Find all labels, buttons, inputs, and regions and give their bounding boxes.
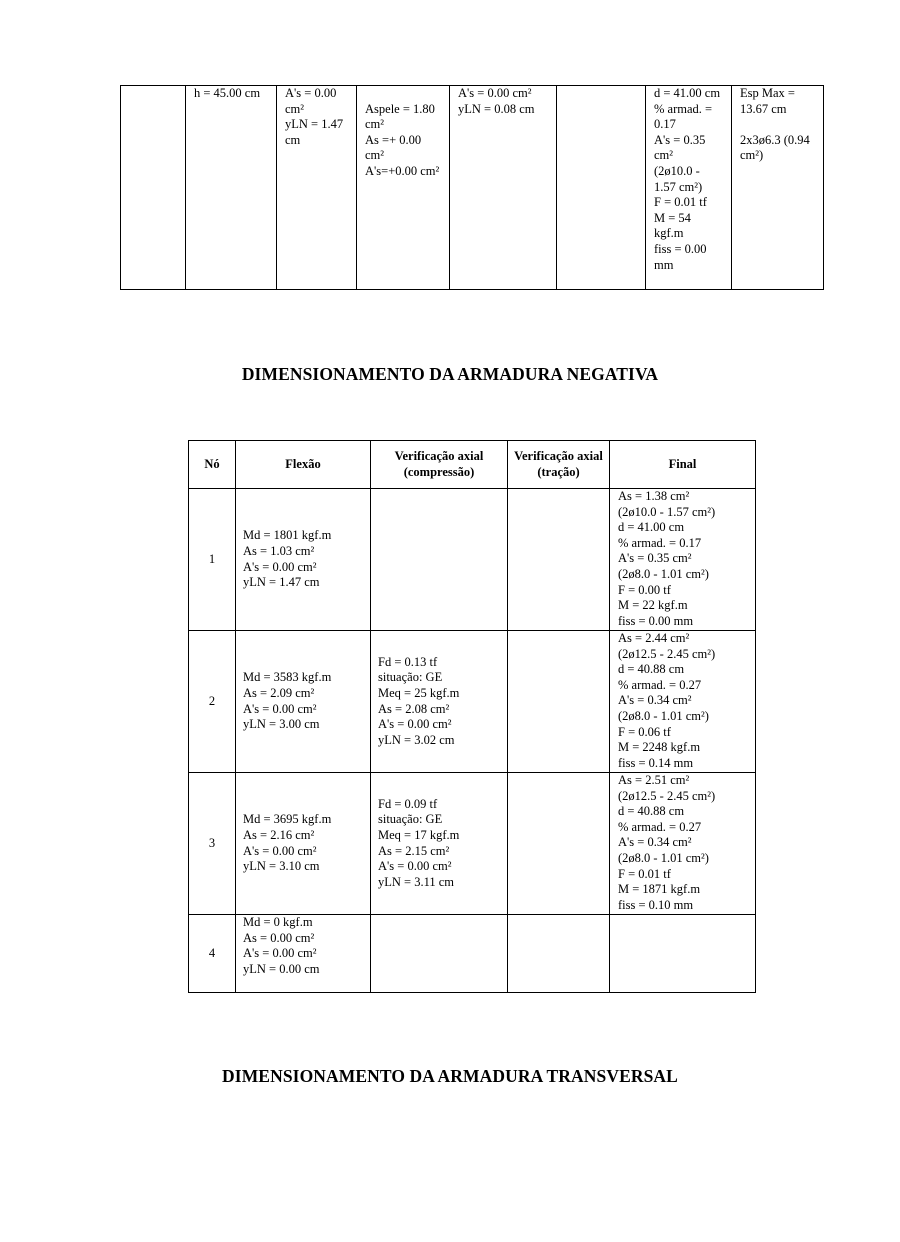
cell-line: Fd = 0.09 tf: [378, 796, 438, 811]
cell-line: A's = 0.00 cm²: [243, 559, 317, 574]
cell-line: fiss = 0.10 mm: [618, 897, 694, 912]
cell-line: F = 0.01 tf: [618, 866, 671, 881]
cell-line: As = 2.16 cm²: [243, 827, 315, 842]
cell-line: yLN = 3.00 cm: [243, 717, 320, 732]
cell-compressao: [371, 773, 508, 915]
cell-line: % armad. = 0.27: [618, 677, 702, 692]
cell-line: d = 41.00 cm: [618, 520, 685, 535]
cell-final: [610, 915, 756, 993]
cell-flexao: [236, 773, 371, 915]
cell-line: As = 2.15 cm²: [378, 843, 450, 858]
cell-line: Esp Max = 13.67 cm: [740, 86, 795, 116]
cell-line: As = 2.51 cm²: [618, 773, 690, 787]
cell-line: F = 0.00 tf: [618, 582, 671, 597]
cell-line: A's = 0.00 cm²: [378, 717, 452, 732]
cell-line: Fd = 0.13 tf: [378, 654, 438, 669]
cell-line: M = 22 kgf.m: [618, 598, 688, 613]
cell-line: A's = 0.00 cm²: [285, 86, 337, 116]
cell-line: 2x3ø6.3 (0.94 cm²): [740, 132, 810, 163]
section-heading-transversal: DIMENSIONAMENTO DA ARMADURA TRANSVERSAL: [222, 1066, 678, 1086]
cell-line: As = 0.00 cm²: [243, 930, 315, 945]
cell-tracao: [508, 489, 610, 631]
header-final: Final: [610, 441, 756, 489]
header-tracao: Verificação axial (tração): [508, 441, 610, 489]
cell-line: situação: GE: [378, 812, 443, 827]
cell-compressao: [371, 631, 508, 773]
cell-line: (2ø10.0 - 1.57 cm²): [654, 163, 703, 194]
cell-line: (2ø10.0 - 1.57 cm²): [618, 504, 716, 519]
cell-line: As =+ 0.00 cm²: [365, 132, 422, 163]
cell-line: As = 2.08 cm²: [378, 701, 450, 716]
negative-reinforcement-table: [188, 440, 756, 993]
cell-line: fiss = 0.14 mm: [618, 755, 694, 770]
cell-line: As = 2.09 cm²: [243, 685, 315, 700]
cell-line: A's = 0.00 cm²: [243, 946, 317, 961]
continuation-table: [120, 85, 824, 290]
cell-line: A's = 0.34 cm²: [618, 693, 692, 708]
cell-final: [610, 631, 756, 773]
table-row: [189, 489, 756, 631]
cell-line: Md = 3583 kgf.m: [243, 670, 332, 685]
cell-line: As = 1.38 cm²: [618, 489, 690, 503]
header-flexao: Flexão: [236, 441, 371, 489]
cell-line: fiss = 0.00 mm: [654, 241, 707, 272]
cell-tracao: [508, 631, 610, 773]
cell-line: A's = 0.34 cm²: [618, 835, 692, 850]
cell-pele: [357, 86, 450, 290]
cell-line: A's = 0.00 cm²: [243, 843, 317, 858]
cell-line: (2ø12.5 - 2.45 cm²): [618, 788, 716, 803]
cell-line: A's=+0.00 cm²: [365, 163, 440, 178]
cell-line: As = 1.03 cm²: [243, 543, 315, 558]
cell-flexao: [236, 489, 371, 631]
cell-flexao: [236, 631, 371, 773]
cell-line: A's = 0.35 cm²: [654, 132, 706, 163]
cell-compressao: [450, 86, 557, 290]
cell-line: yLN = 3.11 cm: [378, 874, 455, 889]
cell-line: yLN = 0.08 cm: [458, 101, 535, 116]
cell-line: Meq = 25 kgf.m: [378, 685, 460, 700]
cell-stirrups: [732, 86, 824, 290]
cell-tracao: [508, 773, 610, 915]
table-header-row: [189, 441, 756, 489]
cell-node: 3: [189, 773, 236, 915]
cell-line: yLN = 1.47 cm: [285, 117, 344, 147]
cell-line: situação: GE: [378, 670, 443, 685]
cell-line: d = 40.88 cm: [618, 662, 685, 677]
cell-line: A's = 0.00 cm²: [378, 859, 452, 874]
cell-node: 2: [189, 631, 236, 773]
cell-line: M = 2248 kgf.m: [618, 740, 701, 755]
cell-line: F = 0.01 tf: [654, 195, 707, 210]
cell-line: Md = 1801 kgf.m: [243, 528, 332, 543]
cell-line: yLN = 3.02 cm: [378, 732, 455, 747]
cell-node: 1: [189, 489, 236, 631]
cell-line: fiss = 0.00 mm: [618, 613, 694, 628]
section-heading-negative: DIMENSIONAMENTO DA ARMADURA NEGATIVA: [241, 364, 659, 384]
cell-node: 4: [189, 915, 236, 993]
cell-line: % armad. = 0.27: [618, 819, 702, 834]
cell-line: d = 41.00 cm: [654, 86, 721, 100]
cell-line: % armad. = 0.17: [618, 535, 702, 550]
cell-line: F = 0.06 tf: [618, 724, 671, 739]
cell-line: (2ø8.0 - 1.01 cm²): [618, 850, 709, 865]
cell-line: (2ø12.5 - 2.45 cm²): [618, 646, 716, 661]
cell-final: [610, 773, 756, 915]
cell-line: M = 54 kgf.m: [654, 210, 691, 241]
cell-line: Md = 0 kgf.m: [243, 915, 313, 929]
cell-line: As = 2.44 cm²: [618, 631, 690, 645]
cell-line: yLN = 0.00 cm: [243, 961, 320, 976]
header-compressao: Verificação axial (compressão): [371, 441, 508, 489]
cell-line: A's = 0.00 cm²: [458, 86, 532, 100]
cell-line: yLN = 1.47 cm: [243, 575, 320, 590]
cell-final: [646, 86, 732, 290]
cell-line: [365, 86, 441, 102]
cell-col-1: [121, 86, 186, 290]
cell-height: [186, 86, 277, 290]
cell-flexao: [236, 915, 371, 993]
cell-tracao: [557, 86, 646, 290]
cell-line: Meq = 17 kgf.m: [378, 827, 460, 842]
table-row: [121, 86, 824, 290]
cell-line: A's = 0.35 cm²: [618, 551, 692, 566]
cell-line: (2ø8.0 - 1.01 cm²): [618, 708, 709, 723]
cell-line: (2ø8.0 - 1.01 cm²): [618, 566, 709, 581]
header-node: Nó: [189, 441, 236, 489]
cell-final: [610, 489, 756, 631]
cell-line: Md = 3695 kgf.m: [243, 812, 332, 827]
cell-line: [740, 117, 815, 133]
table-row: [189, 773, 756, 915]
cell-compressao: [371, 915, 508, 993]
cell-line: d = 40.88 cm: [618, 804, 685, 819]
cell-tracao: [508, 915, 610, 993]
table-row: [189, 631, 756, 773]
cell-compressao: [371, 489, 508, 631]
cell-line: yLN = 3.10 cm: [243, 859, 320, 874]
cell-line: A's = 0.00 cm²: [243, 701, 317, 716]
cell-line: h = 45.00 cm: [194, 86, 261, 100]
cell-line: M = 1871 kgf.m: [618, 882, 701, 897]
table-row: [189, 915, 756, 993]
cell-flexao: [277, 86, 357, 290]
cell-line: Aspele = 1.80 cm²: [365, 101, 435, 132]
cell-line: % armad. = 0.17: [654, 101, 713, 132]
